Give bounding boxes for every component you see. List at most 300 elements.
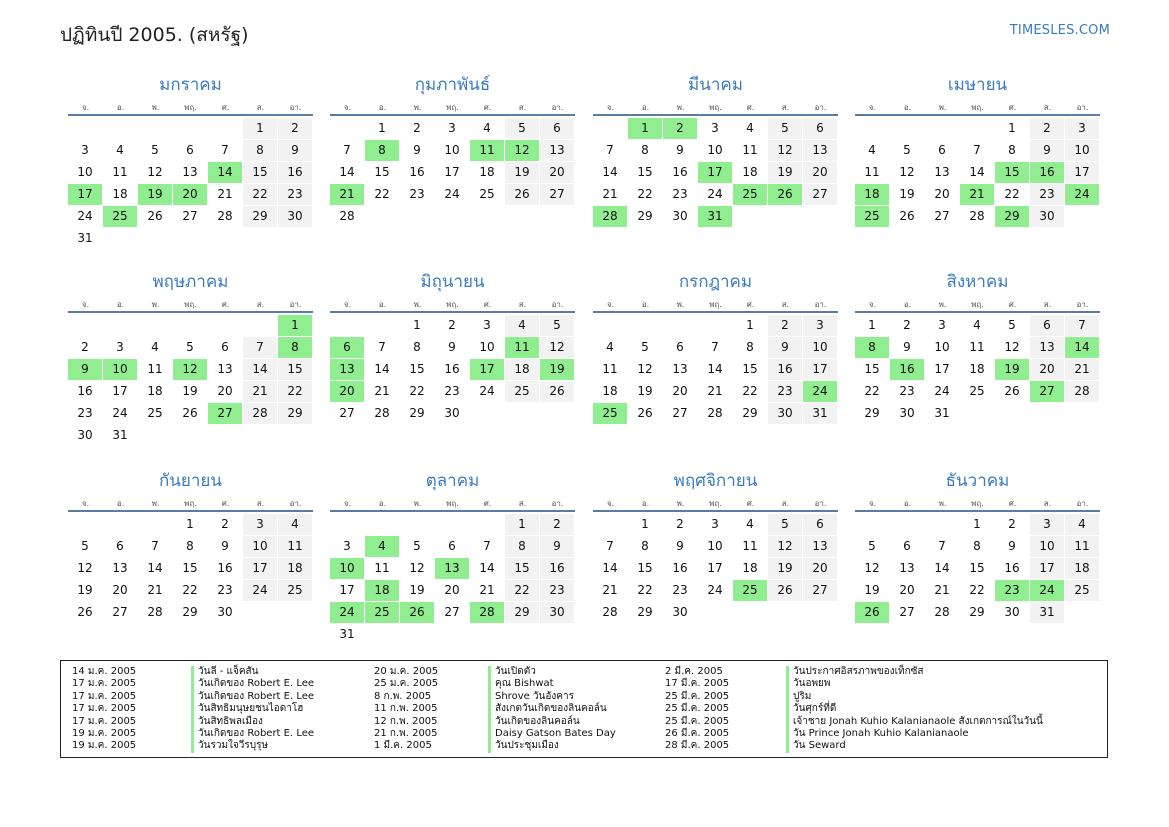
weekday-label: พฤ.: [446, 499, 459, 508]
weekday-header: [68, 298, 313, 313]
day-cell: 9: [413, 143, 421, 157]
day-cell: 12: [540, 337, 574, 358]
day-cell: 30: [444, 406, 460, 420]
day-cell: 23: [672, 187, 688, 201]
weekday-label: ศ.: [746, 300, 755, 309]
day-cell: 1: [868, 318, 876, 332]
holiday-name: วันอพยพ: [786, 678, 831, 690]
day-cell: 18: [602, 384, 618, 398]
weekday-label: พฤ.: [184, 499, 197, 508]
month-name: กุมภาพันธ์: [414, 75, 491, 95]
day-cell: 10: [479, 340, 495, 354]
weekday-label: จ.: [868, 300, 877, 309]
day-cell: 13: [217, 362, 233, 376]
weekday-label: พฤ.: [709, 103, 722, 112]
holiday-date: 19 ม.ค. 2005: [72, 740, 137, 752]
day-cell: 28: [969, 209, 985, 223]
day-cell: 16: [77, 384, 93, 398]
day-cell: 31: [803, 403, 837, 424]
day-cell: 19: [899, 187, 915, 201]
day-cell: 8: [973, 539, 981, 553]
day-cell: 30: [672, 209, 688, 223]
holiday-date: 11 ก.พ. 2005: [374, 703, 438, 715]
day-cell: 4: [278, 514, 312, 535]
day-grid: [68, 313, 313, 445]
day-cell: 23: [278, 184, 312, 205]
day-grid: [593, 116, 838, 248]
day-cell: 11: [864, 165, 880, 179]
day-cell: 14: [602, 165, 618, 179]
day-cell: 18: [742, 561, 758, 575]
day-cell: 3: [1065, 118, 1099, 139]
day-cell: 9: [1008, 539, 1016, 553]
day-cell: 14: [602, 561, 618, 575]
day-cell: 27: [540, 184, 574, 205]
day-cell: 29: [637, 209, 653, 223]
day-cell: 27: [899, 605, 915, 619]
day-cell: 11: [374, 561, 390, 575]
day-cell: 16: [278, 162, 312, 183]
month-calendar: [330, 72, 575, 248]
day-cell: 5: [868, 539, 876, 553]
day-cell: 29: [243, 206, 277, 227]
day-cell: 21: [479, 583, 495, 597]
day-cell: 3: [711, 517, 719, 531]
holiday-day-cell: 21: [960, 184, 994, 205]
day-cell: 20: [899, 583, 915, 597]
day-cell: 18: [742, 165, 758, 179]
weekday-label: อา.: [1076, 499, 1089, 508]
month-name: ธันวาคม: [945, 471, 1010, 491]
weekday-header: [330, 101, 575, 116]
day-cell: 6: [803, 118, 837, 139]
day-cell: 10: [707, 539, 723, 553]
day-cell: 6: [803, 514, 837, 535]
day-cell: 12: [1004, 340, 1020, 354]
holiday-day-cell: 1: [278, 315, 312, 336]
holiday-day-cell: 12: [505, 140, 539, 161]
day-cell: 17: [339, 583, 355, 597]
day-cell: 15: [864, 362, 880, 376]
weekday-label: อ.: [641, 103, 650, 112]
day-cell: 19: [768, 558, 802, 579]
holiday-name: วันรวมใจวีรบุรุษ: [191, 740, 268, 752]
holiday-name: เจ้าชาย Jonah Kuhio Kalanianaole สังเกตการณ์ในวันนี้: [786, 716, 1043, 728]
day-cell: 3: [711, 121, 719, 135]
day-cell: 1: [243, 118, 277, 139]
day-cell: 12: [147, 165, 163, 179]
holiday-day-cell: 9: [68, 359, 102, 380]
day-cell: 16: [672, 561, 688, 575]
day-cell: 24: [934, 384, 950, 398]
day-grid: [593, 313, 838, 445]
holiday-name: คุณ Bishwat: [488, 678, 554, 690]
weekday-label: พฤ.: [184, 103, 197, 112]
day-cell: 28: [217, 209, 233, 223]
day-cell: 26: [147, 209, 163, 223]
holiday-day-cell: 20: [173, 184, 207, 205]
day-cell: 29: [637, 605, 653, 619]
day-cell: 1: [973, 517, 981, 531]
weekday-label: อา.: [289, 300, 302, 309]
holiday-day-cell: 19: [995, 359, 1029, 380]
day-cell: 19: [637, 384, 653, 398]
day-cell: 3: [343, 539, 351, 553]
weekday-label: อ.: [116, 300, 125, 309]
month-name: สิงหาคม: [946, 272, 1009, 292]
weekday-label: อ.: [903, 499, 912, 508]
day-cell: 11: [278, 536, 312, 557]
day-cell: 15: [637, 165, 653, 179]
month-name: กันยายน: [158, 471, 222, 491]
day-cell: 27: [672, 406, 688, 420]
holiday-date: 25 ม.ค. 2005: [374, 678, 439, 690]
day-cell: 12: [768, 536, 802, 557]
holiday-day-cell: 17: [470, 359, 504, 380]
day-cell: 29: [864, 406, 880, 420]
day-cell: 7: [973, 143, 981, 157]
holiday-day-cell: 31: [698, 206, 732, 227]
weekday-label: ส.: [518, 499, 527, 508]
month-calendar: [593, 468, 838, 644]
day-cell: 19: [77, 583, 93, 597]
day-cell: 23: [1030, 184, 1064, 205]
day-cell: 2: [540, 514, 574, 535]
holiday-name: วันเกิดของ Robert E. Lee: [191, 678, 314, 690]
day-cell: 30: [1004, 605, 1020, 619]
day-cell: 17: [112, 384, 128, 398]
day-cell: 13: [672, 362, 688, 376]
weekday-header: [855, 497, 1100, 512]
day-cell: 11: [1065, 536, 1099, 557]
day-cell: 27: [934, 209, 950, 223]
holiday-date: 17 ม.ค. 2005: [72, 678, 137, 690]
weekday-label: พ.: [676, 103, 685, 112]
month-name: พฤศจิกายน: [673, 471, 758, 491]
weekday-header: [593, 298, 838, 313]
weekday-label: อา.: [814, 103, 827, 112]
day-cell: 9: [448, 340, 456, 354]
weekday-label: จ.: [868, 103, 877, 112]
day-cell: 5: [903, 143, 911, 157]
day-cell: 1: [378, 121, 386, 135]
day-cell: 3: [938, 318, 946, 332]
day-cell: 24: [707, 583, 723, 597]
month-calendar: [855, 72, 1100, 248]
day-cell: 2: [81, 340, 89, 354]
day-cell: 19: [182, 384, 198, 398]
weekday-label: ส.: [781, 499, 790, 508]
day-cell: 4: [746, 121, 754, 135]
holiday-day-cell: 20: [330, 381, 364, 402]
holiday-day-cell: 24: [1065, 184, 1099, 205]
day-grid: [855, 116, 1100, 248]
day-cell: 15: [637, 561, 653, 575]
day-cell: 6: [938, 143, 946, 157]
day-cell: 16: [672, 165, 688, 179]
day-cell: 23: [768, 381, 802, 402]
day-cell: 3: [243, 514, 277, 535]
day-cell: 26: [182, 406, 198, 420]
day-cell: 29: [742, 406, 758, 420]
holiday-date: 28 มี.ค. 2005: [665, 740, 730, 752]
holiday-day-cell: 28: [470, 602, 504, 623]
day-cell: 14: [479, 561, 495, 575]
weekday-label: จ.: [343, 103, 352, 112]
day-cell: 4: [483, 121, 491, 135]
weekday-label: จ.: [343, 499, 352, 508]
day-cell: 21: [374, 384, 390, 398]
day-cell: 7: [606, 143, 614, 157]
day-cell: 15: [243, 162, 277, 183]
holiday-name: วันสิทธิมนุษยชนไอดาโฮ: [191, 703, 303, 715]
day-cell: 20: [803, 558, 837, 579]
day-cell: 22: [409, 384, 425, 398]
holiday-day-cell: 11: [470, 140, 504, 161]
day-cell: 12: [637, 362, 653, 376]
holiday-date: 1 มี.ค. 2005: [374, 740, 432, 752]
day-cell: 22: [742, 384, 758, 398]
day-cell: 30: [77, 428, 93, 442]
holiday-day-cell: 25: [593, 403, 627, 424]
day-cell: 5: [81, 539, 89, 553]
day-cell: 30: [672, 605, 688, 619]
holiday-day-cell: 8: [855, 337, 889, 358]
day-cell: 6: [676, 340, 684, 354]
day-cell: 18: [505, 359, 539, 380]
day-cell: 13: [112, 561, 128, 575]
holiday-day-cell: 17: [68, 184, 102, 205]
day-cell: 10: [934, 340, 950, 354]
day-cell: 17: [1030, 558, 1064, 579]
weekday-label: อ.: [116, 499, 125, 508]
day-cell: 26: [768, 580, 802, 601]
day-cell: 23: [899, 384, 915, 398]
day-cell: 29: [505, 602, 539, 623]
holiday-date: 12 ก.พ. 2005: [374, 715, 438, 727]
holiday-date: 17 ม.ค. 2005: [72, 703, 137, 715]
day-cell: 7: [378, 340, 386, 354]
day-cell: 2: [903, 318, 911, 332]
weekday-header: [593, 101, 838, 116]
day-cell: 2: [768, 315, 802, 336]
month-name: มิถุนายน: [420, 272, 485, 292]
day-cell: 17: [1065, 162, 1099, 183]
weekday-header: [855, 298, 1100, 313]
calendar-grid: [68, 72, 1102, 652]
day-cell: 25: [505, 381, 539, 402]
day-cell: 2: [221, 517, 229, 531]
holiday-day-cell: 15: [995, 162, 1029, 183]
holiday-day-cell: 24: [330, 602, 364, 623]
day-cell: 26: [540, 381, 574, 402]
weekday-label: ศ.: [483, 300, 492, 309]
holiday-name: วัน Seward: [786, 740, 846, 752]
day-cell: 1: [1008, 121, 1016, 135]
day-grid: [330, 116, 575, 248]
day-cell: 2: [448, 318, 456, 332]
day-cell: 24: [77, 209, 93, 223]
day-cell: 14: [707, 362, 723, 376]
weekday-label: พ.: [938, 103, 947, 112]
month-calendar: [593, 269, 838, 445]
day-cell: 11: [147, 362, 163, 376]
day-cell: 10: [803, 337, 837, 358]
day-cell: 9: [903, 340, 911, 354]
day-cell: 20: [934, 187, 950, 201]
holiday-day-cell: 24: [803, 381, 837, 402]
day-cell: 7: [711, 340, 719, 354]
month-calendar: [68, 72, 313, 248]
holiday-date: 2 มี.ค. 2005: [665, 666, 723, 677]
holiday-day-cell: 16: [1030, 162, 1064, 183]
day-cell: 3: [116, 340, 124, 354]
day-cell: 13: [934, 165, 950, 179]
weekday-label: อ.: [641, 499, 650, 508]
day-cell: 2: [1008, 517, 1016, 531]
day-cell: 27: [803, 184, 837, 205]
holiday-day-cell: 26: [855, 602, 889, 623]
weekday-label: ส.: [1043, 103, 1052, 112]
holiday-name: Daisy Gatson Bates Day: [488, 728, 616, 740]
holiday-name: วันประกาศอิสรภาพของเท็กซัส: [786, 666, 924, 678]
day-cell: 22: [1004, 187, 1020, 201]
day-cell: 23: [77, 406, 93, 420]
holiday-day-cell: 25: [365, 602, 399, 623]
day-cell: 7: [243, 337, 277, 358]
day-cell: 20: [672, 384, 688, 398]
holiday-name: วัน Prince Jonah Kuhio Kalanianaole: [786, 728, 969, 740]
holiday-name: สังเกตวันเกิดของลินคอล์น: [488, 703, 607, 715]
day-cell: 7: [606, 539, 614, 553]
weekday-label: ศ.: [483, 499, 492, 508]
page-title: ปฏิทินปี 2005. (สหรัฐ): [60, 24, 249, 46]
holiday-name: วันเกิดของลินคอล์น: [488, 716, 580, 728]
holiday-name: ปูริม: [786, 691, 811, 703]
weekday-label: ศ.: [483, 103, 492, 112]
weekday-label: อ.: [378, 300, 387, 309]
day-cell: 15: [374, 165, 390, 179]
day-cell: 22: [969, 583, 985, 597]
day-cell: 31: [339, 627, 355, 641]
day-cell: 11: [969, 340, 985, 354]
day-cell: 17: [243, 558, 277, 579]
day-cell: 7: [221, 143, 229, 157]
weekday-label: พฤ.: [446, 103, 459, 112]
day-cell: 14: [243, 359, 277, 380]
day-cell: 21: [217, 187, 233, 201]
day-cell: 28: [374, 406, 390, 420]
day-cell: 3: [81, 143, 89, 157]
day-cell: 2: [413, 121, 421, 135]
day-cell: 29: [278, 403, 312, 424]
day-cell: 25: [479, 187, 495, 201]
day-cell: 14: [969, 165, 985, 179]
day-grid: [68, 512, 313, 644]
holiday-day-cell: 25: [733, 184, 767, 205]
month-calendar: [855, 468, 1100, 644]
day-cell: 26: [1004, 384, 1020, 398]
weekday-label: พฤ.: [709, 300, 722, 309]
day-cell: 10: [1065, 140, 1099, 161]
day-cell: 16: [1004, 561, 1020, 575]
day-cell: 13: [182, 165, 198, 179]
day-cell: 17: [803, 359, 837, 380]
day-cell: 14: [339, 165, 355, 179]
holiday-day-cell: 19: [138, 184, 172, 205]
day-cell: 28: [1065, 381, 1099, 402]
weekday-label: พฤ.: [971, 499, 984, 508]
holiday-list: [60, 660, 1108, 758]
day-cell: 6: [903, 539, 911, 553]
day-cell: 29: [969, 605, 985, 619]
month-calendar: [68, 269, 313, 445]
weekday-label: จ.: [606, 103, 615, 112]
day-cell: 9: [278, 140, 312, 161]
day-cell: 16: [217, 561, 233, 575]
day-cell: 4: [1065, 514, 1099, 535]
weekday-label: อ.: [116, 103, 125, 112]
holiday-day-cell: 17: [698, 162, 732, 183]
day-cell: 28: [147, 605, 163, 619]
day-cell: 21: [707, 384, 723, 398]
day-cell: 23: [217, 583, 233, 597]
brand-link[interactable]: TIMESLES.COM: [1009, 23, 1110, 38]
day-cell: 8: [1008, 143, 1016, 157]
month-calendar: [330, 269, 575, 445]
day-cell: 14: [147, 561, 163, 575]
day-cell: 4: [116, 143, 124, 157]
holiday-day-cell: 25: [103, 206, 137, 227]
holiday-day-cell: 14: [1065, 337, 1099, 358]
holiday-date: 25 มี.ค. 2005: [665, 690, 730, 702]
day-cell: 31: [112, 428, 128, 442]
day-cell: 23: [409, 187, 425, 201]
day-cell: 30: [768, 403, 802, 424]
holiday-day-cell: 10: [103, 359, 137, 380]
holiday-name: วันสิทธิพลเมือง: [191, 716, 263, 728]
day-cell: 5: [186, 340, 194, 354]
holiday-day-cell: 6: [330, 337, 364, 358]
weekday-label: พ.: [151, 499, 160, 508]
day-grid: [855, 313, 1100, 445]
day-cell: 4: [868, 143, 876, 157]
day-cell: 20: [444, 583, 460, 597]
weekday-label: พ.: [151, 300, 160, 309]
day-cell: 17: [934, 362, 950, 376]
day-cell: 12: [409, 561, 425, 575]
day-cell: 10: [444, 143, 460, 157]
weekday-label: ศ.: [1008, 499, 1017, 508]
weekday-label: จ.: [81, 499, 90, 508]
day-cell: 22: [182, 583, 198, 597]
weekday-header: [593, 497, 838, 512]
holiday-day-cell: 8: [278, 337, 312, 358]
day-cell: 7: [1065, 315, 1099, 336]
day-cell: 30: [1030, 206, 1064, 227]
day-cell: 28: [339, 209, 355, 223]
day-cell: 24: [479, 384, 495, 398]
month-name: กรกฎาคม: [678, 272, 753, 292]
day-cell: 24: [112, 406, 128, 420]
day-cell: 9: [540, 536, 574, 557]
holiday-name: วันเกิดของ Robert E. Lee: [191, 728, 314, 740]
day-cell: 8: [186, 539, 194, 553]
holiday-day-cell: 18: [855, 184, 889, 205]
weekday-label: พ.: [938, 499, 947, 508]
weekday-label: ศ.: [221, 300, 230, 309]
holiday-date: 19 ม.ค. 2005: [72, 728, 137, 739]
